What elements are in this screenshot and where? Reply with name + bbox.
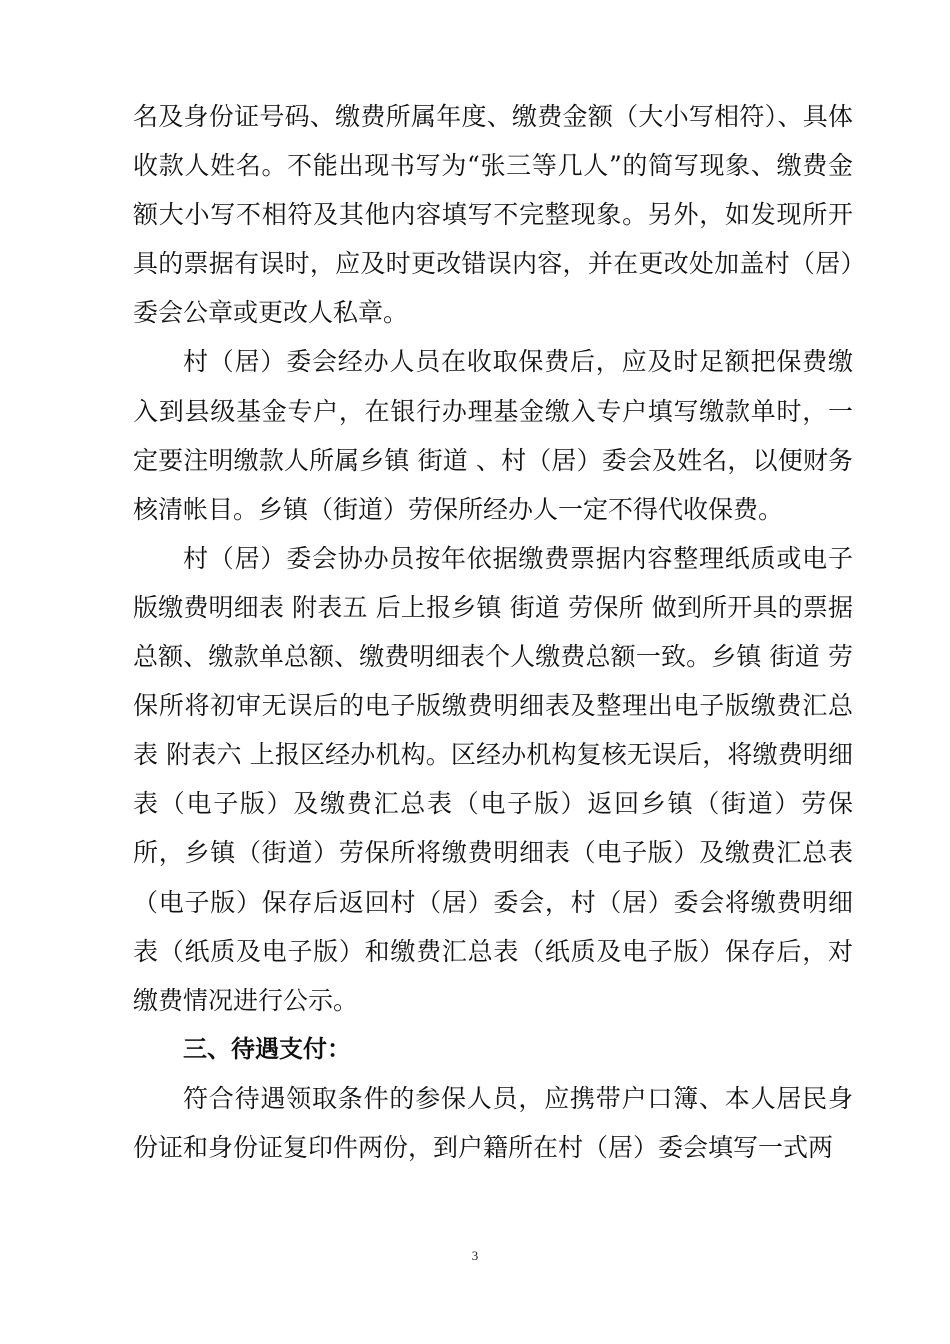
section-heading-benefit-payment: 三、待遇支付： [183,1034,351,1063]
paragraph-payment-deposit: 村（居）委会经办人员在收取保费后，应及时足额把保费缴入到县级基金专户，在银行办理基金缴入专户填写缴款单时，一定要注明缴款人所属乡镇 街道 、村（居）委会及姓名，以便财务核清帐目。乡镇（街道）劳保所经办人一定不得代收保费。 [133,347,853,524]
document-body [133,92,853,1172]
paragraph-payment-details-report: 村（居）委会协办员按年依据缴费票据内容整理纸质或电子版缴费明细表 附表五 后上报乡镇 街道 劳保所 做到所开具的票据总额、缴款单总额、缴费明细表个人缴费总额一致。乡镇 街道 劳保所将初审无误后的电子版缴费明细表及整理出电子版缴费汇总表 附表六 上报区经办机构。区经办机构复核无误后，将缴费明细表（电子版）及缴费汇总表（电子版）返回乡镇（街道）劳保所，乡镇（街道）劳保所将缴费明细表（电子版）及缴费汇总表（电子版）保存后返回村（居）委会，村（居）委会将缴费明细表（纸质及电子版）和缴费汇总表（纸质及电子版）保存后，对缴费情况进行公示。 [133,543,853,1015]
page-number: 3 [471,1248,479,1263]
paragraph-continuation: 名及身份证号码、缴费所属年度、缴费金额（大小写相符）、具体收款人姓名。不能出现书写为“张三等几人”的简写现象、缴费金额大小写不相符及其他内容填写不完整现象。另外，如发现所开具的票据有误时，应及时更改错误内容，并在更改处加盖村（居）委会公章或更改人私章。 [133,102,853,328]
paragraph-benefit-eligibility: 符合待遇领取条件的参保人员，应携带户口簿、本人居民身份证和身份证复印件两份，到户籍所在村（居）委会填写一式两 [133,1083,853,1162]
